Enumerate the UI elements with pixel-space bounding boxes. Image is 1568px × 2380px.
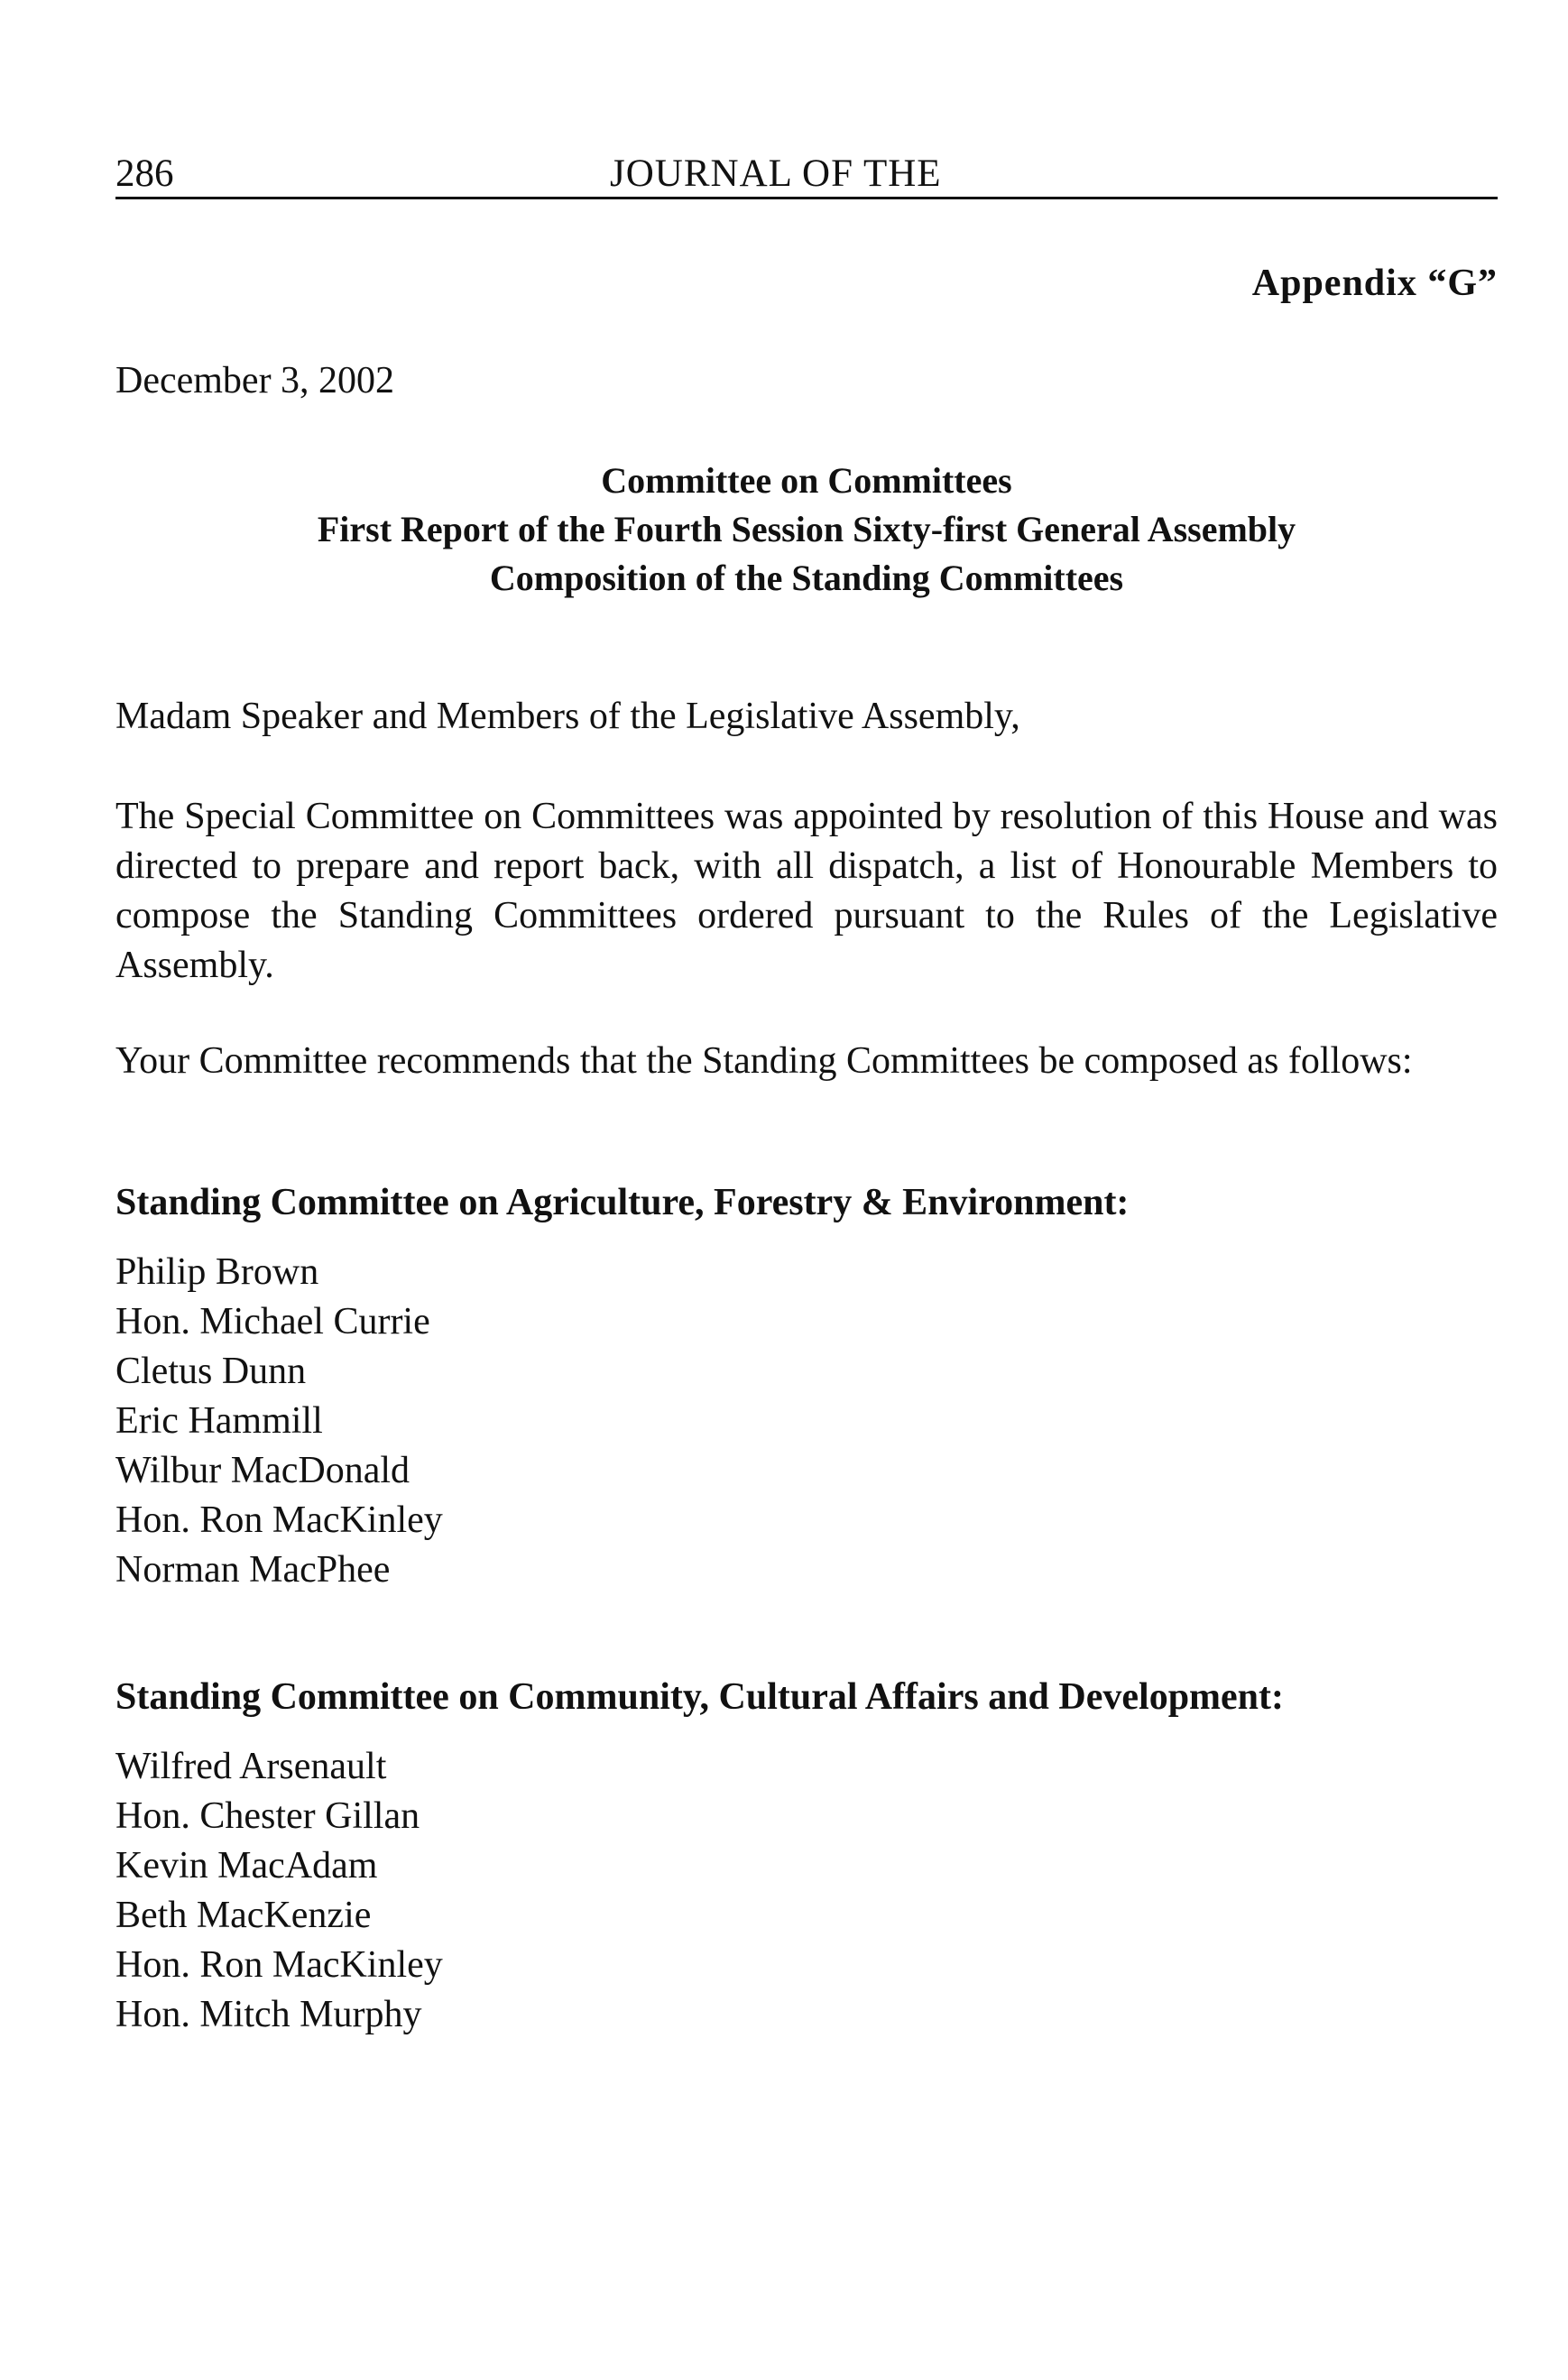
- journal-page: [115, 0, 1498, 2380]
- committee-member: Eric Hammill: [115, 1400, 323, 1442]
- report-date: December 3, 2002: [115, 360, 395, 401]
- committee-member: Hon. Michael Currie: [115, 1301, 430, 1342]
- committee-member: Wilbur MacDonald: [115, 1450, 410, 1491]
- committee-member-list: [115, 1248, 443, 1595]
- salutation: Madam Speaker and Members of the Legislative Assembly,: [115, 696, 1020, 737]
- committee-member-list: [115, 1742, 443, 2040]
- report-heading-line-3: Composition of the Standing Committees: [489, 558, 1124, 598]
- committee-member: Kevin MacAdam: [115, 1845, 378, 1886]
- running-header: [115, 152, 1498, 199]
- committee-member: Philip Brown: [115, 1251, 319, 1293]
- committee-member: Hon. Ron MacKinley: [115, 1944, 443, 1986]
- introductory-paragraph: The Special Committee on Committees was appointed by resolution of this House and was directed to prepare and report back, with all dispatch, a list of Honourable Members to compose the Standing Committees ordered pursuant to the Rules of the Legislative Assembly.: [115, 796, 1498, 986]
- report-heading-line-2: First Report of the Fourth Session Sixty-first General Assembly: [317, 509, 1296, 549]
- appendix-label: Appendix “G”: [1251, 263, 1498, 304]
- committee-member: Hon. Ron MacKinley: [115, 1499, 443, 1541]
- recommendation-paragraph: Your Committee recommends that the Standing Committees be composed as follows:: [115, 1040, 1413, 1082]
- committee-member: Cletus Dunn: [115, 1351, 307, 1392]
- committee-member: Norman MacPhee: [115, 1549, 391, 1591]
- committee-member: Hon. Mitch Murphy: [115, 1994, 422, 2035]
- report-heading-line-1: Committee on Committees: [601, 460, 1012, 501]
- journal-title: JOURNAL OF THE: [610, 152, 942, 195]
- committee-title: Standing Committee on Agriculture, Forestry & Environment:: [115, 1181, 1130, 1223]
- committee-member: Beth MacKenzie: [115, 1895, 372, 1936]
- committee-member: Hon. Chester Gillan: [115, 1795, 420, 1837]
- page-number: 286: [115, 152, 174, 195]
- committee-member: Wilfred Arsenault: [115, 1746, 387, 1787]
- committee-title: Standing Committee on Community, Cultural Affairs and Development:: [115, 1675, 1285, 1718]
- report-heading: [115, 457, 1498, 603]
